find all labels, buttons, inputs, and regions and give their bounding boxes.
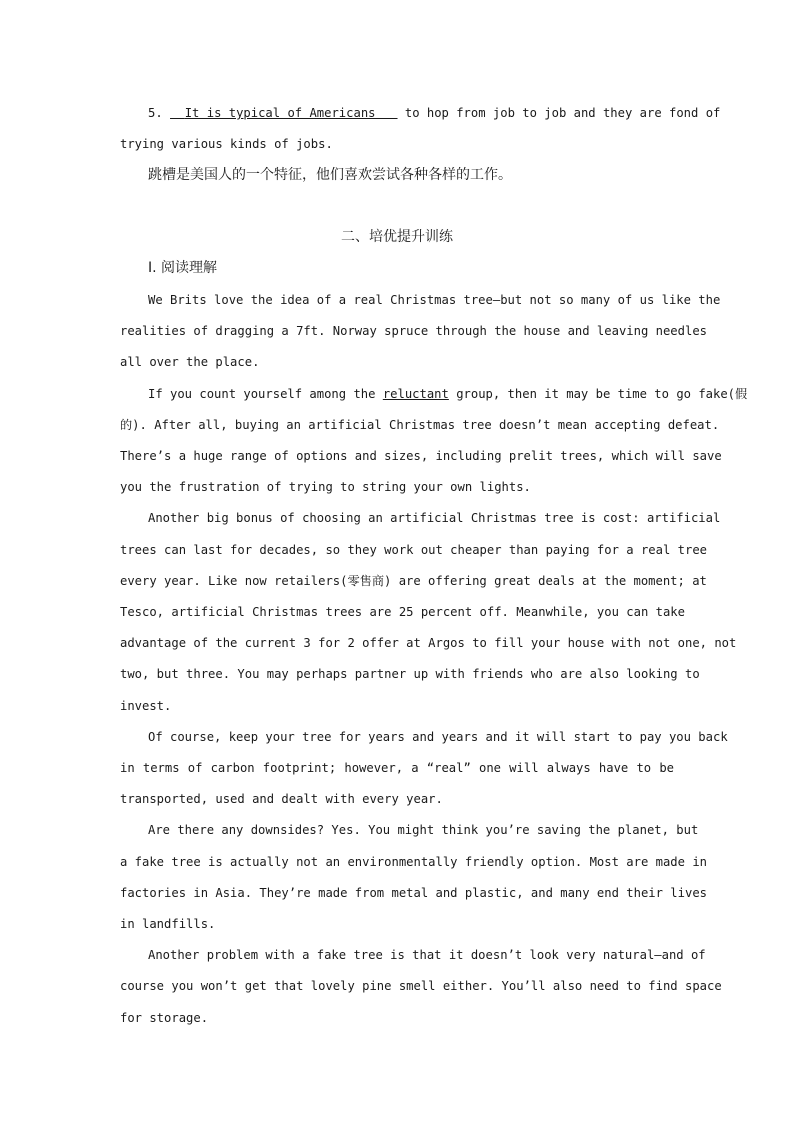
p2-text-b: group, then it may be time to go fake(假 [448, 387, 748, 401]
p4-line-1: Of course, keep your tree for years and years and it will start to pay you back [148, 730, 728, 744]
p2-text-a: If you count yourself among the [148, 387, 383, 401]
item-number: 5. [148, 106, 163, 120]
p3-line-4: Tesco, artificial Christmas trees are 25 percent off. Meanwhile, you can take [120, 605, 685, 619]
p5-line-4: in landfills. [120, 917, 216, 931]
answer-text: It is typical of Americans [184, 106, 376, 120]
answer-blank [170, 106, 397, 120]
p6-line-3: for storage. [120, 1011, 209, 1025]
p5-line-2: a fake tree is actually not an environmentally friendly option. Most are made in [120, 855, 707, 869]
p4-line-2: in terms of carbon footprint; however, a “real” one will always have to be [120, 761, 674, 775]
p2-line-3: There’s a huge range of options and sizes, including prelit trees, which will save [120, 449, 722, 463]
p3-line-3: every year. Like now retailers(零售商) are offering great deals at the moment; at [120, 574, 707, 588]
p2-line-4: you the frustration of trying to string your own lights. [120, 480, 531, 494]
p3-line-2: trees can last for decades, so they work out cheaper than paying for a real tree [120, 543, 707, 557]
p1-line-2: realities of dragging a 7ft. Norway spruce through the house and leaving needles [120, 324, 707, 338]
p5-line-3: factories in Asia. They’re made from metal and plastic, and many end their lives [120, 886, 707, 900]
item-5-translation: 跳槽是美国人的一个特征，他们喜欢尝试各种各样的工作。 [148, 167, 512, 183]
section-subtitle: Ⅰ. 阅读理解 [148, 260, 218, 276]
p3-line-6: two, but three. You may perhaps partner up with friends who are also looking to [120, 667, 700, 681]
p6-line-1: Another problem with a fake tree is that it doesn’t look very natural—and of [148, 948, 706, 962]
p3-line-5: advantage of the current 3 for 2 offer at Argos to fill your house with not one, not [120, 636, 737, 650]
p5-line-1: Are there any downsides? Yes. You might think you’re saving the planet, but [148, 823, 699, 837]
section-title: 二、培优提升训练 [341, 229, 453, 245]
p3-line-7: invest. [120, 699, 172, 713]
p1-line-1: We Brits love the idea of a real Christmas tree—but not so many of us like the [148, 293, 721, 307]
p3-line-1: Another big bonus of choosing an artificial Christmas tree is cost: artificial [148, 511, 721, 525]
item-5-line-2: trying various kinds of jobs. [120, 137, 333, 151]
p4-line-3: transported, used and dealt with every year. [120, 792, 443, 806]
p2-line-1 [148, 384, 748, 404]
item-5-line-1 [148, 103, 721, 123]
item-5-rest: to hop from job to job and they are fond of [404, 106, 721, 120]
p2-line-2: 的). After all, buying an artificial Christmas tree doesn’t mean accepting defeat. [120, 418, 720, 432]
p1-line-3: all over the place. [120, 355, 260, 369]
vocab-word-reluctant: reluctant [382, 387, 449, 401]
p6-line-2: course you won’t get that lovely pine smell either. You’ll also need to find space [120, 979, 722, 993]
